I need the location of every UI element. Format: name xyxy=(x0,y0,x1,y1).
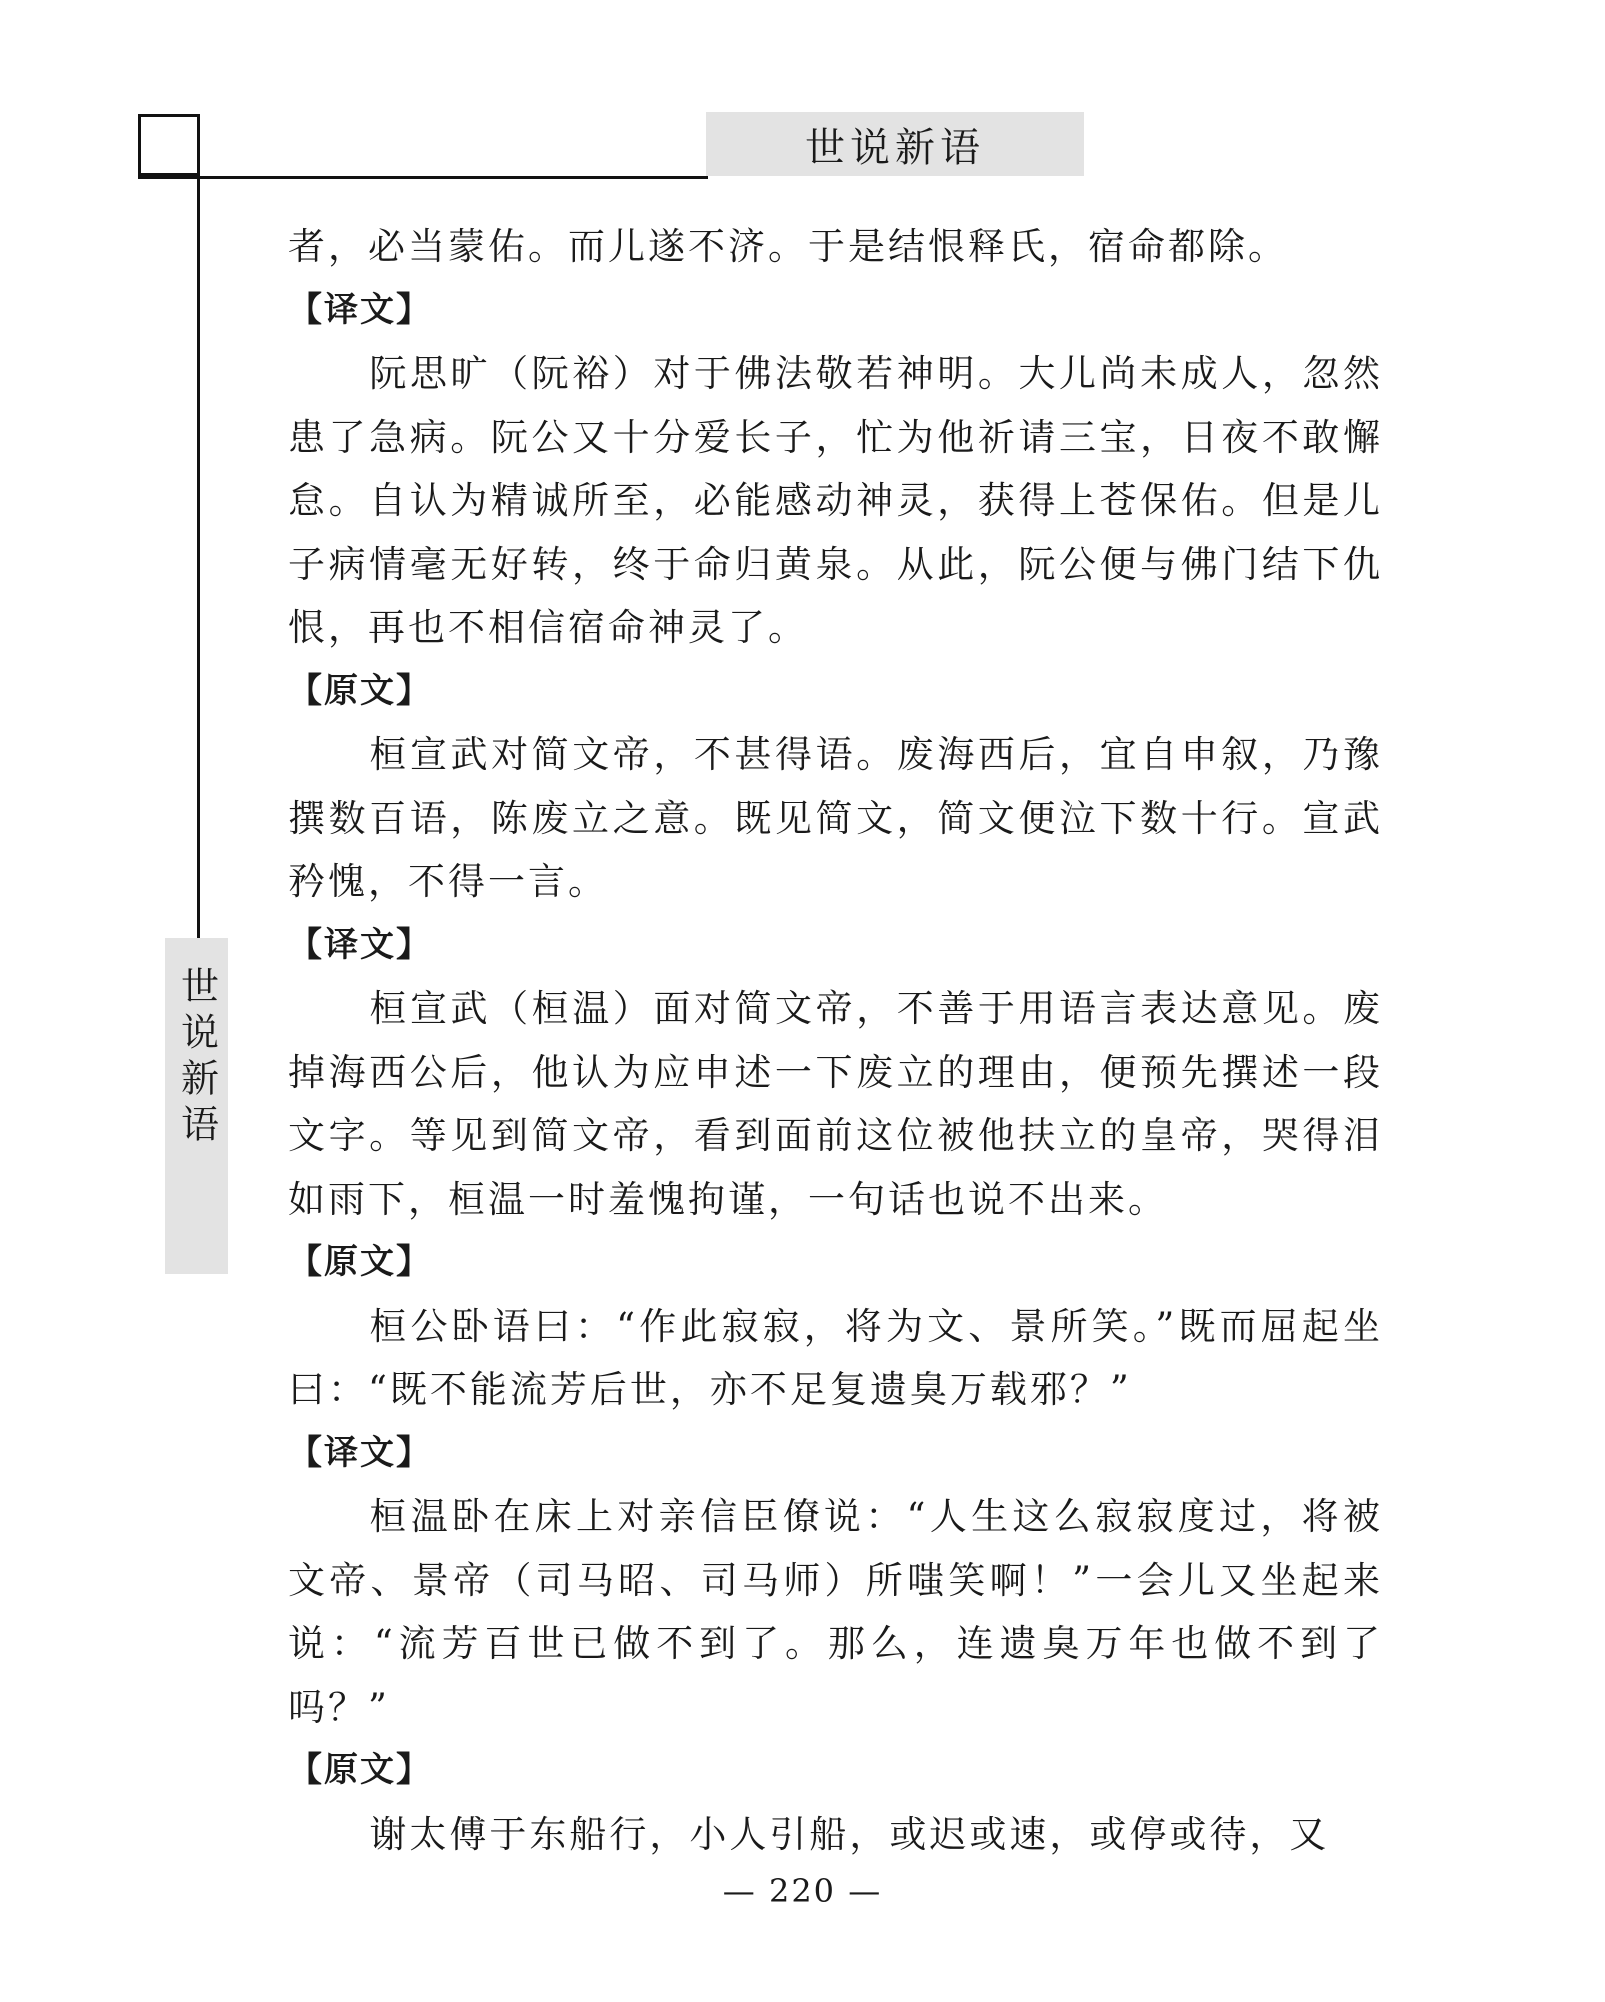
side-tab xyxy=(165,938,228,1274)
book-title: 世说新语 xyxy=(805,124,985,171)
section-label-original: 【原文】 xyxy=(288,1242,432,1282)
page-body xyxy=(288,215,1383,1866)
paragraph-continued: 者，必当蒙佑。而儿遂不济。于是结恨释氏，宿命都除。 xyxy=(288,225,1288,268)
running-header xyxy=(706,112,1084,176)
section-label-translation: 【译文】 xyxy=(288,924,432,965)
section-label-original: 【原文】 xyxy=(288,1750,432,1790)
section-label-original: 【原文】 xyxy=(288,670,432,711)
paragraph-translation: 桓宣武（桓温）面对简文帝，不善于用语言表达意见。废掉海西公后，他认为应申述一下废立的理由，便预先撰述一段文字。等见到简文帝，看到面前这位被他扶立的皇帝，哭得泪如雨下，桓温一时羞愧拘谨，一句话也说不出来。 xyxy=(288,987,1383,1221)
paragraph-original: 桓宣武对简文帝，不甚得语。废海西后，宜自申叙，乃豫撰数百语，陈废立之意。既见简文，简文便泣下数十行。宣武矜愧，不得一言。 xyxy=(288,733,1383,903)
corner-frame-box xyxy=(138,114,200,176)
page-number: — 220 — xyxy=(722,1872,883,1910)
paragraph-translation: 阮思旷（阮裕）对于佛法敬若神明。大儿尚未成人，忽然患了急病。阮公又十分爱长子，忙为他祈请三宝，日夜不敢懈怠。自认为精诚所至，必能感动神灵，获得上苍保佑。但是儿子病情毫无好转，终于命归黄泉。从此，阮公便与佛门结下仇恨，再也不相信宿命神灵了。 xyxy=(288,352,1383,649)
side-tab-label: 世说新语 xyxy=(174,966,219,1150)
paragraph-original: 桓公卧语曰：“作此寂寂，将为文、景所笑。”既而屈起坐曰：“既不能流芳后世，亦不足复遗臭万载邪？” xyxy=(288,1304,1383,1411)
margin-rule xyxy=(197,114,200,940)
paragraph-translation: 桓温卧在床上对亲信臣僚说：“人生这么寂寂度过，将被文帝、景帝（司马昭、司马师）所嗤笑啊！”一会儿又坐起来说：“流芳百世已做不到了。那么，连遗臭万年也做不到了吗？” xyxy=(288,1495,1383,1729)
section-label-translation: 【译文】 xyxy=(288,289,432,330)
section-label-translation: 【译文】 xyxy=(288,1432,432,1473)
header-rule xyxy=(138,176,708,179)
paragraph-original: 谢太傅于东船行，小人引船，或迟或速，或停或待，又 xyxy=(369,1812,1330,1856)
